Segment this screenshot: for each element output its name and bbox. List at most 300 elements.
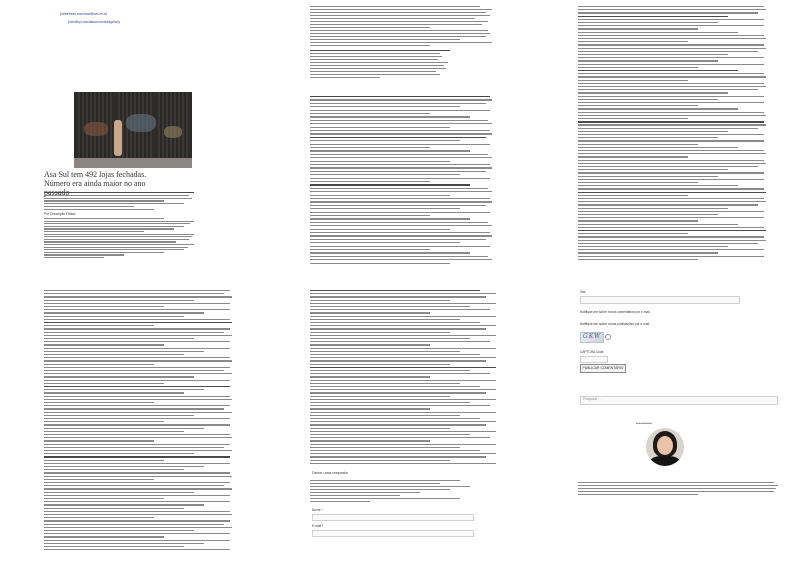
text-line bbox=[310, 501, 370, 502]
text-line bbox=[578, 188, 764, 189]
text-line bbox=[310, 357, 496, 358]
text-line bbox=[578, 86, 766, 87]
text-line bbox=[44, 466, 204, 467]
search-field[interactable] bbox=[580, 396, 778, 405]
text-line bbox=[578, 230, 766, 231]
text-line bbox=[578, 108, 738, 109]
notify-comments-label[interactable]: Notifique-me sobre novos comentários por e-mail. bbox=[580, 310, 651, 314]
text-line bbox=[310, 456, 486, 457]
text-line bbox=[44, 290, 230, 291]
text-line bbox=[310, 453, 496, 454]
text-line bbox=[578, 192, 766, 193]
text-line bbox=[578, 67, 698, 68]
text-line bbox=[44, 380, 230, 381]
text-line bbox=[44, 476, 232, 477]
text-line bbox=[44, 192, 194, 193]
text-line bbox=[310, 181, 430, 182]
text-line bbox=[310, 386, 480, 387]
text-line bbox=[44, 453, 194, 454]
text-line bbox=[310, 154, 488, 155]
text-line bbox=[310, 62, 448, 63]
text-line bbox=[578, 256, 764, 257]
text-line bbox=[44, 472, 230, 473]
text-line bbox=[310, 434, 470, 435]
text-line bbox=[578, 70, 738, 71]
text-line bbox=[578, 19, 764, 20]
text-line bbox=[44, 252, 164, 253]
text-line bbox=[310, 495, 400, 496]
text-line bbox=[310, 161, 450, 162]
text-line bbox=[310, 171, 486, 172]
text-line bbox=[310, 408, 430, 409]
text-line bbox=[44, 469, 184, 470]
text-line bbox=[44, 508, 184, 509]
text-line bbox=[578, 115, 766, 116]
text-line bbox=[44, 338, 194, 339]
text-line bbox=[44, 495, 230, 496]
text-line bbox=[578, 96, 764, 97]
text-line bbox=[44, 482, 230, 483]
text-line bbox=[578, 204, 758, 205]
text-line bbox=[310, 178, 490, 179]
text-line bbox=[44, 244, 194, 245]
text-line bbox=[44, 373, 232, 374]
text-line bbox=[310, 360, 486, 361]
text-line bbox=[578, 32, 738, 33]
text-line bbox=[44, 396, 230, 397]
text-line bbox=[310, 354, 480, 355]
text-line bbox=[310, 140, 460, 141]
text-line bbox=[44, 450, 232, 451]
text-line bbox=[44, 540, 230, 541]
captcha-code-label: CAPTCHA Code bbox=[580, 350, 604, 354]
text-line bbox=[44, 234, 194, 235]
text-line bbox=[44, 241, 176, 242]
text-line bbox=[310, 157, 492, 158]
text-line bbox=[44, 228, 174, 229]
text-line bbox=[578, 105, 698, 106]
text-line bbox=[310, 450, 480, 451]
text-line bbox=[310, 444, 496, 445]
text-line bbox=[310, 460, 450, 461]
text-line bbox=[44, 386, 230, 387]
text-line bbox=[310, 198, 490, 199]
text-line bbox=[310, 222, 488, 223]
comments-panel-center bbox=[310, 290, 500, 560]
text-line bbox=[44, 463, 230, 464]
text-line bbox=[578, 144, 698, 145]
text-line bbox=[44, 479, 154, 480]
text-line bbox=[44, 418, 230, 419]
text-line bbox=[310, 325, 496, 326]
links-panel bbox=[578, 6, 768, 274]
text-line bbox=[310, 415, 460, 416]
text-line bbox=[44, 303, 230, 304]
text-line bbox=[310, 174, 460, 175]
text-line bbox=[44, 221, 194, 222]
text-line bbox=[310, 96, 490, 97]
text-line bbox=[44, 218, 164, 219]
article-link-1[interactable]: (##ealfreen.com/modificam.es.lnt bbox=[60, 12, 107, 16]
text-line bbox=[310, 428, 450, 429]
text-line bbox=[44, 223, 190, 224]
text-line bbox=[310, 59, 438, 60]
text-line bbox=[578, 185, 738, 186]
text-line bbox=[44, 351, 204, 352]
text-line bbox=[310, 463, 496, 464]
text-line bbox=[44, 206, 134, 207]
text-line bbox=[578, 246, 728, 247]
comments-panel-left bbox=[44, 290, 234, 560]
email-label: E-mail * bbox=[312, 524, 324, 528]
text-line bbox=[44, 536, 164, 537]
text-line bbox=[578, 233, 688, 234]
text-line bbox=[310, 252, 470, 253]
text-line bbox=[578, 169, 728, 170]
captcha-text: GKW bbox=[583, 333, 602, 340]
name-label: Nome * bbox=[312, 508, 323, 512]
text-line bbox=[310, 15, 490, 16]
text-line bbox=[310, 351, 460, 352]
text-line bbox=[44, 226, 184, 227]
text-line bbox=[310, 106, 460, 107]
text-line bbox=[578, 249, 764, 250]
text-line bbox=[310, 364, 450, 365]
text-line bbox=[310, 127, 450, 128]
text-line bbox=[44, 296, 232, 297]
text-line bbox=[578, 252, 718, 253]
text-line bbox=[44, 431, 184, 432]
text-line bbox=[310, 316, 496, 317]
text-line bbox=[310, 24, 482, 25]
text-line bbox=[310, 208, 460, 209]
text-line bbox=[44, 198, 192, 199]
text-line bbox=[310, 130, 490, 131]
text-line bbox=[44, 421, 164, 422]
notify-posts-label[interactable]: Notifique-me sobre novas publicações por e-mail. bbox=[580, 322, 650, 326]
text-line bbox=[578, 25, 764, 26]
text-line bbox=[310, 492, 420, 493]
text-line bbox=[578, 38, 766, 39]
text-line bbox=[44, 527, 232, 528]
text-line bbox=[44, 533, 230, 534]
article-photo bbox=[74, 92, 192, 168]
text-line bbox=[44, 440, 154, 441]
text-line bbox=[310, 113, 430, 114]
text-line bbox=[44, 203, 184, 204]
text-line bbox=[310, 412, 496, 413]
text-line bbox=[310, 27, 430, 28]
text-line bbox=[310, 348, 496, 349]
text-line bbox=[44, 415, 194, 416]
text-line bbox=[578, 6, 764, 7]
text-line bbox=[310, 486, 470, 487]
text-line bbox=[44, 209, 154, 210]
text-line bbox=[310, 147, 430, 148]
text-line bbox=[44, 322, 232, 323]
text-line bbox=[310, 71, 436, 72]
text-line bbox=[310, 33, 490, 34]
text-line bbox=[310, 249, 430, 250]
submit-comment-button[interactable]: PUBLICAR COMENTÁRIO bbox=[580, 364, 626, 373]
text-line bbox=[44, 200, 164, 201]
text-line bbox=[310, 341, 490, 342]
text-line bbox=[578, 128, 758, 129]
text-line bbox=[310, 21, 488, 22]
text-line bbox=[310, 338, 470, 339]
text-line bbox=[310, 74, 440, 75]
text-line bbox=[310, 77, 380, 78]
text-line bbox=[44, 344, 164, 345]
text-line bbox=[44, 408, 224, 409]
text-line bbox=[44, 405, 230, 406]
refresh-icon[interactable] bbox=[605, 334, 611, 340]
email-field[interactable] bbox=[312, 530, 474, 537]
text-line bbox=[578, 147, 738, 148]
text-line bbox=[44, 514, 232, 515]
text-line bbox=[578, 160, 764, 161]
text-line bbox=[44, 254, 124, 255]
text-line bbox=[578, 22, 718, 23]
text-line bbox=[310, 447, 460, 448]
text-line bbox=[44, 456, 230, 457]
text-line bbox=[578, 150, 764, 151]
text-line bbox=[310, 309, 490, 310]
text-line bbox=[310, 201, 492, 202]
text-line bbox=[44, 460, 164, 461]
text-line bbox=[310, 319, 460, 320]
site-field[interactable] bbox=[580, 296, 740, 304]
text-line bbox=[310, 99, 492, 100]
text-line bbox=[310, 12, 486, 13]
text-line bbox=[44, 247, 188, 248]
text-line bbox=[310, 239, 486, 240]
text-line bbox=[310, 9, 492, 10]
text-line bbox=[310, 120, 488, 121]
text-line bbox=[310, 293, 496, 294]
text-line bbox=[578, 179, 764, 180]
text-line bbox=[578, 12, 758, 13]
text-line bbox=[310, 306, 470, 307]
text-line bbox=[578, 201, 766, 202]
text-line bbox=[44, 335, 232, 336]
text-line bbox=[310, 489, 450, 490]
article-panel bbox=[44, 6, 244, 276]
text-line bbox=[310, 383, 460, 384]
text-line bbox=[310, 235, 492, 236]
text-line bbox=[44, 488, 232, 489]
text-line bbox=[578, 51, 758, 52]
text-line bbox=[44, 360, 232, 361]
text-line bbox=[44, 370, 224, 371]
text-line bbox=[578, 102, 764, 103]
text-line bbox=[310, 123, 492, 124]
text-line bbox=[44, 511, 230, 512]
text-line bbox=[578, 153, 766, 154]
text-line bbox=[578, 491, 774, 492]
text-line bbox=[310, 405, 490, 406]
text-line bbox=[310, 133, 492, 134]
text-line bbox=[310, 53, 440, 54]
text-line bbox=[310, 215, 430, 216]
text-line bbox=[44, 306, 164, 307]
name-field[interactable] bbox=[312, 514, 474, 521]
text-line bbox=[44, 530, 194, 531]
text-line bbox=[44, 312, 204, 313]
text-line bbox=[310, 396, 450, 397]
text-line bbox=[44, 549, 230, 550]
text-line bbox=[578, 54, 728, 55]
text-line bbox=[44, 428, 204, 429]
search-placeholder: Pesquisar ... bbox=[583, 397, 601, 401]
text-line bbox=[310, 373, 490, 374]
text-line bbox=[44, 485, 224, 486]
text-line bbox=[44, 367, 230, 368]
text-line bbox=[310, 392, 486, 393]
text-line bbox=[44, 354, 184, 355]
text-line bbox=[310, 164, 490, 165]
text-line bbox=[44, 444, 230, 445]
text-line bbox=[310, 42, 492, 43]
text-line bbox=[310, 150, 470, 151]
text-line bbox=[310, 45, 430, 46]
text-line bbox=[44, 447, 224, 448]
text-line bbox=[44, 300, 194, 301]
article-title: Asa Sul tem 492 lojas fechadas. Número era ainda maior no ano bbox=[44, 170, 147, 188]
text-line bbox=[310, 421, 496, 422]
text-line bbox=[310, 402, 470, 403]
text-line bbox=[578, 217, 764, 218]
text-line bbox=[310, 424, 486, 425]
text-line bbox=[310, 18, 475, 19]
text-line bbox=[310, 389, 496, 390]
text-line bbox=[578, 198, 764, 199]
text-line bbox=[44, 195, 189, 196]
text-line bbox=[44, 498, 164, 499]
site-label: Site bbox=[580, 290, 586, 294]
text-line bbox=[44, 402, 154, 403]
text-line bbox=[578, 112, 764, 113]
text-line bbox=[578, 57, 764, 58]
text-line bbox=[578, 211, 764, 212]
text-line bbox=[578, 99, 718, 100]
text-line bbox=[310, 167, 492, 168]
text-line bbox=[310, 376, 430, 377]
text-line bbox=[578, 224, 738, 225]
text-line bbox=[44, 517, 154, 518]
text-line bbox=[44, 357, 230, 358]
text-line bbox=[44, 524, 224, 525]
text-line bbox=[44, 437, 232, 438]
text-line bbox=[310, 335, 496, 336]
text-line bbox=[578, 195, 688, 196]
text-line bbox=[44, 249, 184, 250]
text-line bbox=[310, 246, 490, 247]
text-line bbox=[310, 328, 486, 329]
text-line bbox=[44, 309, 230, 310]
text-line bbox=[310, 480, 460, 481]
text-line bbox=[44, 501, 230, 502]
text-line bbox=[578, 134, 764, 135]
text-line bbox=[578, 28, 698, 29]
text-line bbox=[578, 9, 766, 10]
text-line bbox=[44, 546, 184, 547]
reply-heading: Deixe uma resposta bbox=[312, 470, 348, 475]
article-continuation-panel bbox=[310, 6, 500, 276]
text-line bbox=[578, 124, 766, 125]
text-line bbox=[310, 195, 450, 196]
author-avatar bbox=[646, 428, 684, 466]
text-line bbox=[310, 137, 486, 138]
text-line bbox=[310, 205, 486, 206]
text-line bbox=[44, 392, 184, 393]
text-line bbox=[44, 328, 230, 329]
text-line bbox=[578, 64, 764, 65]
text-line bbox=[44, 231, 144, 232]
text-line bbox=[310, 144, 490, 145]
text-line bbox=[310, 300, 450, 301]
text-line bbox=[44, 341, 230, 342]
text-line bbox=[44, 383, 164, 384]
text-line bbox=[310, 256, 488, 257]
text-line bbox=[44, 348, 230, 349]
text-line bbox=[310, 6, 480, 7]
text-line bbox=[310, 263, 450, 264]
text-line bbox=[310, 332, 450, 333]
article-link-2[interactable]: (##/ollkipt-rmodiakam-es/ollkitgahsit) bbox=[68, 20, 120, 24]
text-line bbox=[578, 41, 688, 42]
text-line bbox=[44, 239, 189, 240]
text-line bbox=[578, 16, 728, 17]
text-line bbox=[310, 498, 460, 499]
article-byline: Por Conceição Freitas bbox=[44, 212, 76, 216]
text-line bbox=[44, 325, 154, 326]
captcha-code-field[interactable] bbox=[580, 356, 608, 363]
text-line bbox=[578, 131, 728, 132]
text-line bbox=[578, 172, 764, 173]
text-line bbox=[578, 494, 698, 495]
text-line bbox=[578, 140, 764, 141]
text-line bbox=[310, 296, 486, 297]
text-line bbox=[44, 332, 224, 333]
text-line bbox=[578, 208, 728, 209]
text-line bbox=[44, 399, 232, 400]
text-line bbox=[310, 50, 450, 51]
text-line bbox=[44, 543, 204, 544]
text-line bbox=[310, 212, 490, 213]
text-line bbox=[578, 488, 776, 489]
text-line bbox=[578, 482, 774, 483]
text-line bbox=[310, 290, 480, 291]
text-line bbox=[578, 236, 764, 237]
text-line bbox=[310, 30, 488, 31]
text-line bbox=[578, 121, 764, 122]
text-line bbox=[310, 418, 480, 419]
text-line bbox=[578, 80, 688, 81]
text-line bbox=[310, 116, 470, 117]
text-line bbox=[44, 236, 192, 237]
text-line bbox=[310, 68, 446, 69]
text-line bbox=[44, 412, 232, 413]
text-line bbox=[578, 92, 728, 93]
text-line bbox=[310, 431, 496, 432]
text-line bbox=[578, 240, 766, 241]
text-line bbox=[578, 243, 758, 244]
text-line bbox=[310, 110, 490, 111]
sidebar-panel bbox=[578, 288, 778, 560]
text-line bbox=[310, 344, 430, 345]
text-line bbox=[44, 319, 230, 320]
